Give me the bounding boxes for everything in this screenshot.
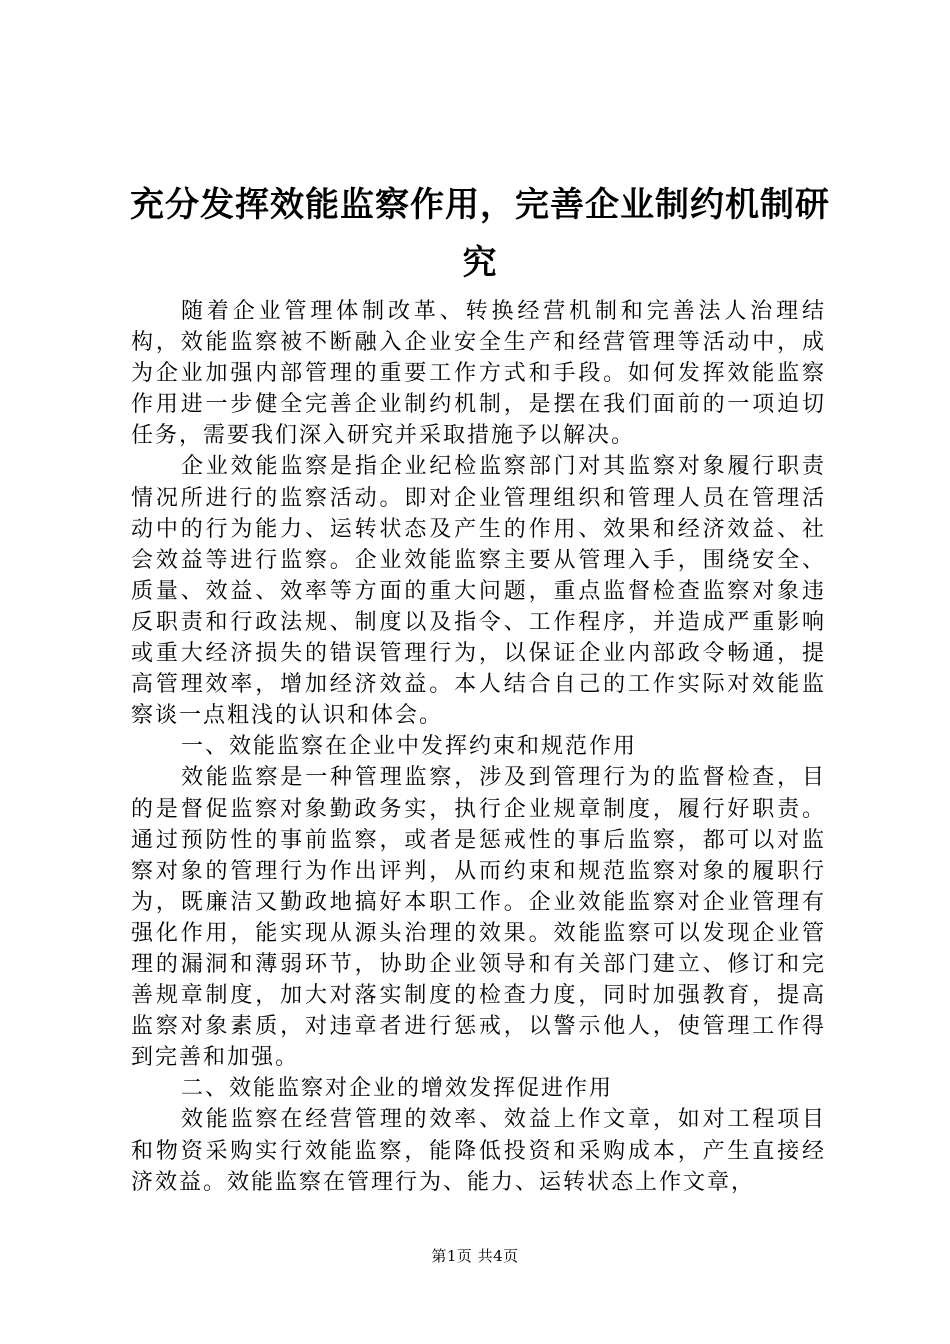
section-heading-2: 二、效能监察对企业的增效发挥促进作用 [181, 1076, 614, 1102]
paragraph-intro: 随着企业管理体制改革、转换经营机制和完善法人治理结构，效能监察被不断融入企业安全生产和经营管理等活动中，成为企业加强内部管理的重要工作方式和手段。如何发挥效能监察作用进一步健全完善企业制约机制，是摆在我们面前的一项迫切任务，需要我们深入研究并采取措施予以解决。 [131, 299, 826, 449]
section-heading-1: 一、效能监察在企业中发挥约束和规范作用 [181, 734, 638, 760]
document-body [131, 296, 826, 1198]
paragraph-section-2: 效能监察在经营管理的效率、效益上作文章，如对工程项目和物资采购实行效能监察，能降低投资和采购成本，产生直接经济效益。效能监察在管理行为、能力、运转状态上作文章， [131, 1107, 826, 1195]
document-title: 充分发挥效能监察作用，完善企业制约机制研究 [130, 185, 830, 283]
paragraph-definition: 企业效能监察是指企业纪检监察部门对其监察对象履行职责情况所进行的监察活动。即对企业管理组织和管理人员在管理活动中的行为能力、运转状态及产生的作用、效果和经济效益、社会效益等进行监察。企业效能监察主要从管理入手，围绕安全、质量、效益、效率等方面的重大问题，重点监督检查监察对象违反职责和行政法规、制度以及指令、工作程序，并造成严重影响或重大经济损失的错误管理行为，以保证企业内部政令畅通，提高管理效率，增加经济效益。本人结合自己的工作实际对效能监察谈一点粗浅的认识和体会。 [131, 454, 826, 729]
paragraph-section-1: 效能监察是一种管理监察，涉及到管理行为的监督检查，目的是督促监察对象勤政务实，执行企业规章制度，履行好职责。通过预防性的事前监察，或者是惩戒性的事后监察，都可以对监察对象的管理行为作出评判，从而约束和规范监察对象的履职行为，既廉洁又勤政地搞好本职工作。企业效能监察对企业管理有强化作用，能实现从源头治理的效果。效能监察可以发现企业管理的漏洞和薄弱环节，协助企业领导和有关部门建立、修订和完善规章制度，加大对落实制度的检查力度，同时加强教育，提高监察对象素质，对违章者进行惩戒，以警示他人，使管理工作得到完善和加强。 [131, 765, 826, 1071]
page-footer: 第1页 共4页 [431, 1247, 519, 1265]
